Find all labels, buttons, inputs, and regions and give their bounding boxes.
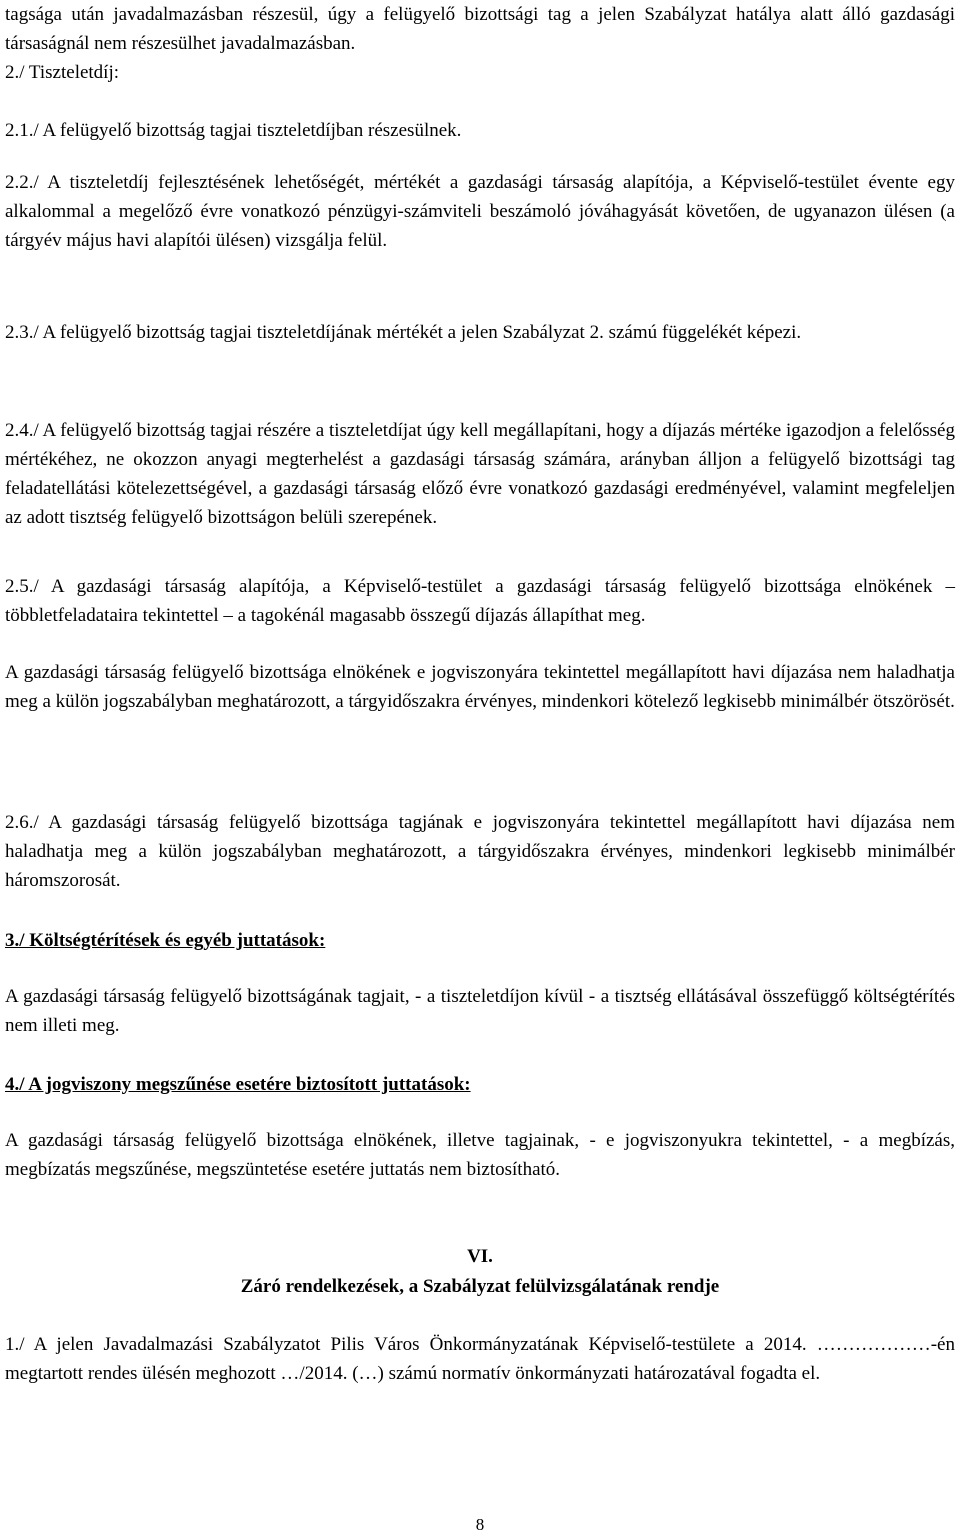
heading-jogviszony-megszunese: 4./ A jogviszony megszűnése esetére biztosított juttatások: [5, 1074, 471, 1095]
section-title: Záró rendelkezések, a Szabályzat felülvizsgálatának rendje [240, 1276, 720, 1297]
heading-tiszteletdij: 2./ Tiszteletdíj: [5, 62, 120, 83]
heading-koltsegteritesek: 3./ Költségtérítések és egyéb juttatások: [5, 930, 326, 951]
paragraph-3: A gazdasági társaság felügyelő bizottságának tagjait, - a tiszteletdíjon kívül - a tisztség ellátásával összefüggő költségtérítés nem illeti meg. [5, 986, 955, 1036]
paragraph-intro: tagsága után javadalmazásban részesül, úgy a felügyelő bizottsági tag a jelen Szabályzat hatálya alatt álló gazdasági társaságnál nem részesülhet javadalmazásban. [5, 4, 955, 54]
paragraph-2-4: 2.4./ A felügyelő bizottság tagjai részére a tiszteletdíjat úgy kell megállapítani, hogy a díjazás mértéke igazodjon a felelősség mértékéhez, ne okozzon anyagi megterhelést a gazdasági társaság számára, arányban álljon a felügyelő bizottsági tag feladatellátási kötelezettségével, a gazdasági társaság előző évre vonatkozó gazdasági eredményével, valamint megfeleljen az adott tisztség felügyelő bizottságon belüli szerepének. [5, 420, 955, 528]
paragraph-2-2: 2.2./ A tiszteletdíj fejlesztésének lehetőségét, mértékét a gazdasági társaság alapítója, a Képviselő-testület évente egy alkalommal a megelőző évre vonatkozó pénzügyi-számviteli beszámoló jóváhagyását követően, de ugyanazon ülésen (a tárgyév május havi alapítói ülésen) vizsgálja felül. [5, 172, 955, 251]
paragraph-2-3: 2.3./ A felügyelő bizottság tagjai tiszteletdíjának mértékét a jelen Szabályzat 2. számú függelékét képezi. [5, 322, 802, 343]
paragraph-2-5-continued: A gazdasági társaság felügyelő bizottsága elnökének e jogviszonyára tekintettel megállapított havi díjazása nem haladhatja meg a külön jogszabályban meghatározott, a tárgyidőszakra érvényes, mindenkori kötelező legkisebb minimálbér ötszörösét. [5, 662, 955, 712]
paragraph-final: 1./ A jelen Javadalmazási Szabályzatot Pilis Város Önkormányzatának Képviselő-testülete a 2014. ………………-én megtartott rendes ülésén meghozott …/2014. (…) számú normatív önkormányzati határozatával fogadta el. [5, 1334, 955, 1384]
page-number: 8 [475, 1515, 485, 1534]
paragraph-2-5: 2.5./ A gazdasági társaság alapítója, a Képviselő-testület a gazdasági társaság felügyelő bizottsága elnökének – többletfeladataira tekintettel – a tagokénál magasabb összegű díjazás állapíthat meg. [5, 576, 955, 626]
paragraph-2-1: 2.1./ A felügyelő bizottság tagjai tiszteletdíjban részesülnek. [5, 120, 462, 141]
section-number: VI. [467, 1246, 493, 1267]
paragraph-2-6: 2.6./ A gazdasági társaság felügyelő bizottsága tagjának e jogviszonyára tekintettel megállapított havi díjazása nem haladhatja meg a külön jogszabályban meghatározott, a tárgyidőszakra érvényes, mindenkori legkisebb minimálbér háromszorosát. [5, 812, 955, 891]
paragraph-4: A gazdasági társaság felügyelő bizottsága elnökének, illetve tagjainak, - e jogviszonyukra tekintettel, - a megbízás, megbízatás megszűnése, megszüntetése esetére juttatás nem biztosítható. [5, 1130, 955, 1180]
